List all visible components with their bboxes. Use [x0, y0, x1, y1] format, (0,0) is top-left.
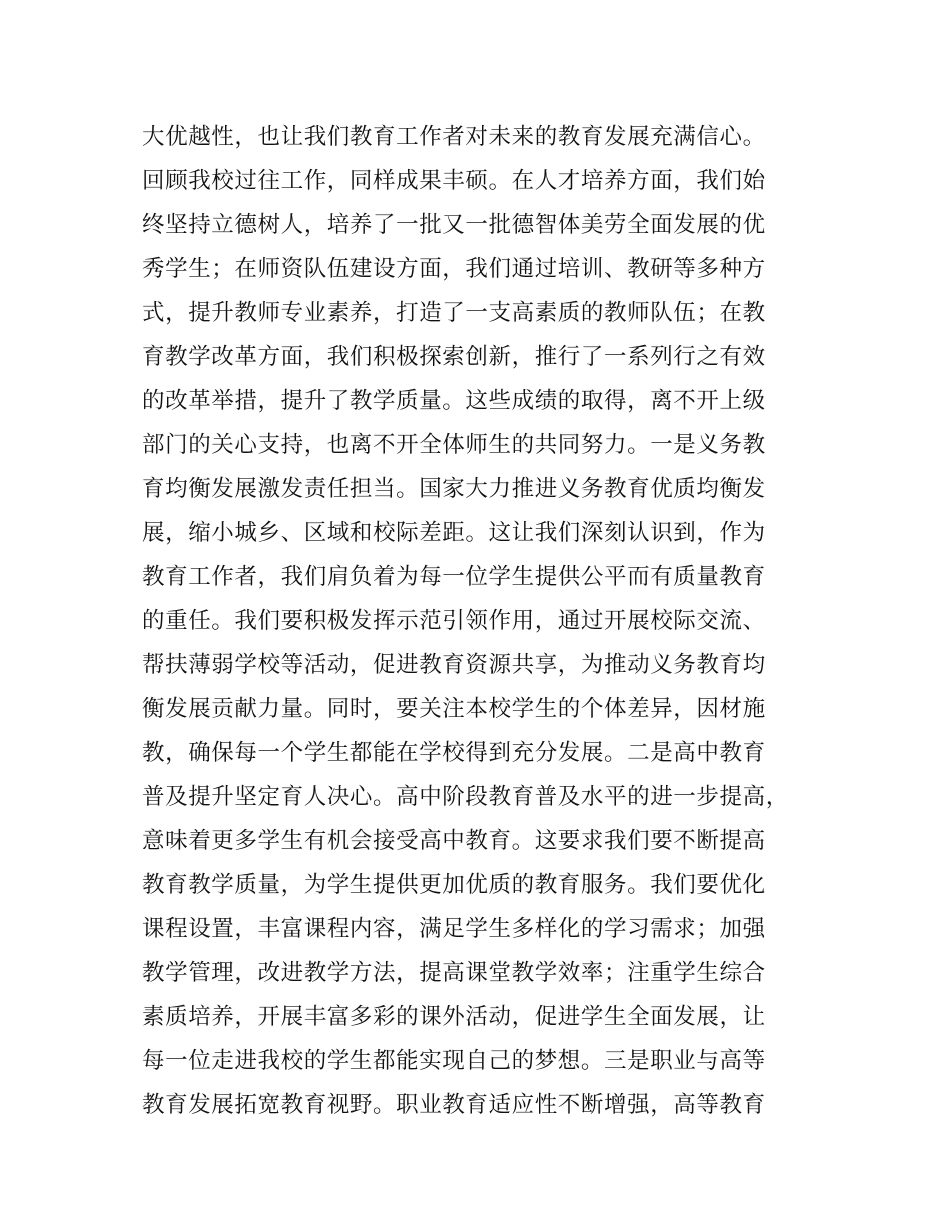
text-line: 教学管理，改进教学方法，提高课堂教学效率；注重学生综合	[142, 960, 766, 986]
text-line: 教育工作者，我们肩负着为每一位学生提供公平而有质量教育	[142, 564, 766, 590]
text-line: 教育教学质量，为学生提供更加优质的教育服务。我们要优化	[142, 872, 766, 898]
text-line: 教，确保每一个学生都能在学校得到充分发展。二是高中教育	[142, 740, 766, 766]
text-line: 式，提升教师专业素养，打造了一支高素质的教师队伍；在教	[142, 300, 766, 326]
text-line: 展，缩小城乡、区域和校际差距。这让我们深刻认识到，作为	[142, 520, 766, 546]
text-line: 回顾我校过往工作，同样成果丰硕。在人才培养方面，我们始	[142, 168, 766, 194]
text-line: 秀学生；在师资队伍建设方面，我们通过培训、教研等多种方	[142, 256, 766, 282]
text-line: 教育发展拓宽教育视野。职业教育适应性不断增强，高等教育	[142, 1092, 766, 1118]
text-line: 的重任。我们要积极发挥示范引领作用，通过开展校际交流、	[142, 608, 766, 634]
text-line: 部门的关心支持，也离不开全体师生的共同努力。一是义务教	[142, 432, 766, 458]
text-line: 终坚持立德树人，培养了一批又一批德智体美劳全面发展的优	[142, 212, 766, 238]
text-line: 育教学改革方面，我们积极探索创新，推行了一系列行之有效	[142, 344, 766, 370]
text-line: 素质培养，开展丰富多彩的课外活动，促进学生全面发展，让	[142, 1004, 766, 1030]
text-line: 帮扶薄弱学校等活动，促进教育资源共享，为推动义务教育均	[142, 652, 766, 678]
text-line: 衡发展贡献力量。同时，要关注本校学生的个体差异，因材施	[142, 696, 766, 722]
text-line: 育均衡发展激发责任担当。国家大力推进义务教育优质均衡发	[142, 476, 766, 502]
text-line: 课程设置，丰富课程内容，满足学生多样化的学习需求；加强	[142, 916, 766, 942]
text-line: 意味着更多学生有机会接受高中教育。这要求我们要不断提高	[142, 828, 766, 854]
text-line: 大优越性，也让我们教育工作者对未来的教育发展充满信心。	[142, 124, 766, 150]
text-line: 普及提升坚定育人决心。高中阶段教育普及水平的进一步提高，	[142, 784, 789, 810]
text-line: 每一位走进我校的学生都能实现自己的梦想。三是职业与高等	[142, 1048, 766, 1074]
body-text	[142, 115, 842, 1127]
text-line: 的改革举措，提升了教学质量。这些成绩的取得，离不开上级	[142, 388, 766, 414]
